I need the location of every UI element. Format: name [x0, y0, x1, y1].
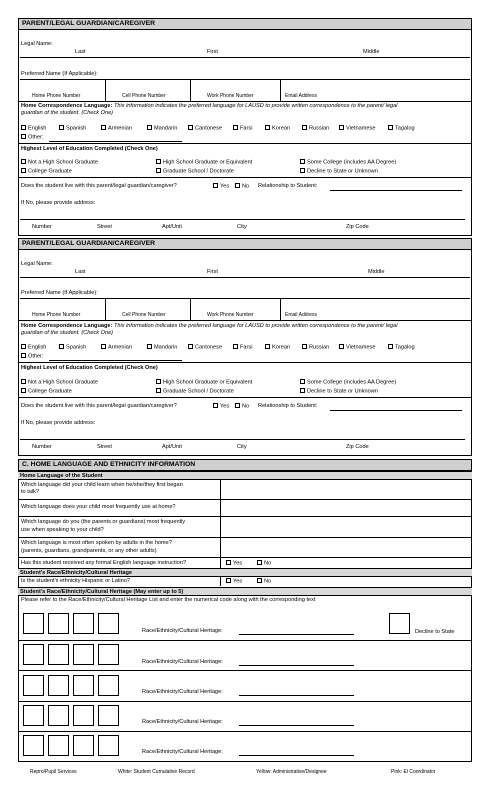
- home-language-header: Home Language of the Student: [18, 471, 472, 480]
- question-1-line-2: to talk?: [21, 489, 40, 495]
- code-digit-box[interactable]: [73, 644, 94, 665]
- preferred-name-label: Preferred Name (If Applicable):: [21, 71, 98, 77]
- last-label: Last: [75, 49, 86, 55]
- code-digit-box[interactable]: [23, 735, 44, 756]
- edu-option[interactable]: Graduate School / Doctorate: [156, 168, 234, 175]
- divider: [18, 397, 472, 398]
- correspondence-text: Home Correspondence Language: This information indicates the preferred language for LAUSD to provide written correspondence to the parent/ legal: [21, 103, 398, 109]
- lang-option[interactable]: Cantonese: [188, 344, 222, 351]
- instruction-yes-option[interactable]: Yes: [226, 560, 242, 567]
- addr-zip-label: Zip Code: [346, 444, 369, 450]
- question-5: Has this student received any formal English language instruction?: [21, 560, 187, 566]
- lang-option[interactable]: Russian: [302, 344, 329, 351]
- email-label: Email Address: [285, 93, 317, 99]
- lang-option[interactable]: Spanish: [59, 344, 86, 351]
- divider: [18, 731, 472, 732]
- lang-other-field[interactable]: [49, 141, 182, 142]
- code-digit-box[interactable]: [23, 705, 44, 726]
- lang-option[interactable]: Korean: [265, 125, 290, 132]
- lang-option[interactable]: Cantonese: [188, 125, 222, 132]
- addr-number-label: Number: [32, 444, 52, 450]
- legal-name-label: Legal Name:: [21, 261, 53, 267]
- race-label: Race/Ethnicity/Cultural Heritage:: [142, 628, 223, 634]
- race-header: Student's Race/Ethnicity/Cultural Heritage: [18, 568, 472, 577]
- code-digit-box[interactable]: [48, 735, 69, 756]
- code-digit-box[interactable]: [73, 675, 94, 696]
- work-phone-label: Work Phone Number: [207, 93, 254, 99]
- decline-checkbox[interactable]: [389, 613, 410, 634]
- divider: [220, 577, 221, 586]
- edu-option[interactable]: Not a High School Graduate: [21, 159, 98, 166]
- lang-option[interactable]: Farsi: [233, 125, 252, 132]
- first-label: First: [207, 49, 218, 55]
- live-with-question: Does the student live with this parent/legal guardian/caregiver?: [21, 403, 177, 409]
- addr-apt-label: Apt/Unit: [162, 444, 182, 450]
- lang-option[interactable]: Farsi: [233, 344, 252, 351]
- divider: [18, 640, 472, 641]
- addr-city-label: City: [237, 444, 247, 450]
- lang-other-option[interactable]: Other:: [21, 134, 44, 141]
- edu-option[interactable]: College Graduate: [21, 388, 72, 395]
- divider: [18, 557, 472, 558]
- guardian-1-header: PARENT/LEGAL GUARDIAN/CAREGIVER: [18, 18, 472, 30]
- code-digit-box[interactable]: [73, 613, 94, 634]
- divider: [18, 320, 472, 321]
- question-3-line-1: Which language do you (the parents or guardians) most frequently: [21, 519, 186, 525]
- race-label: Race/Ethnicity/Cultural Heritage:: [142, 719, 223, 725]
- answer-3-field[interactable]: [220, 516, 472, 537]
- edu-option[interactable]: High School Graduate or Equivalent: [156, 379, 252, 386]
- addr-city-label: City: [237, 224, 247, 230]
- home-phone-label: Home Phone Number: [32, 93, 81, 99]
- question-4-line-2: (parents, guardians, grandparents, or any other adults): [21, 548, 157, 554]
- address-field[interactable]: [20, 439, 465, 440]
- divider: [18, 362, 472, 363]
- address-field[interactable]: [20, 219, 465, 220]
- divider: [190, 298, 191, 320]
- race-text-field[interactable]: [239, 695, 354, 696]
- edu-option[interactable]: Graduate School / Doctorate: [156, 388, 234, 395]
- decline-label: Decline to State: [415, 629, 455, 635]
- race-header-2: Student's Race/Ethnicity/Cultural Heritage (May enter up to 5): [18, 587, 472, 596]
- first-label: First: [207, 269, 218, 275]
- question-3-line-2: use when speaking to your child?: [21, 527, 104, 533]
- lang-option[interactable]: Tagalog: [388, 344, 415, 351]
- education-header: Highest Level of Education Completed (Check One): [21, 365, 158, 371]
- home-phone-label: Home Phone Number: [32, 312, 81, 318]
- middle-label: Middle: [368, 269, 385, 275]
- instruction-no-option[interactable]: No: [257, 560, 271, 567]
- hispanic-yes-option[interactable]: Yes: [226, 578, 242, 585]
- edu-option[interactable]: Some College (includes AA Degree): [300, 159, 396, 166]
- preferred-name-field[interactable]: [20, 298, 470, 299]
- addr-street-label: Street: [97, 444, 112, 450]
- code-digit-box[interactable]: [23, 644, 44, 665]
- lang-option[interactable]: English: [21, 344, 46, 351]
- last-label: Last: [75, 269, 86, 275]
- code-digit-box[interactable]: [98, 613, 119, 634]
- edu-option[interactable]: College Graduate: [21, 168, 72, 175]
- edu-option[interactable]: High School Graduate or Equivalent: [156, 159, 252, 166]
- cell-phone-label: Cell Phone Number: [122, 312, 166, 318]
- race-text-field[interactable]: [239, 725, 354, 726]
- lang-option[interactable]: Vietnamese: [339, 125, 375, 132]
- lang-option[interactable]: Vietnamese: [339, 344, 375, 351]
- lang-option[interactable]: Armenian: [101, 344, 132, 351]
- relationship-field[interactable]: [330, 410, 462, 411]
- education-header: Highest Level of Education Completed (Check One): [21, 146, 158, 152]
- lang-option[interactable]: Mandarin: [147, 344, 177, 351]
- live-with-question: Does the student live with this parent/legal guardian/caregiver?: [21, 183, 177, 189]
- legal-name-field[interactable]: [20, 57, 470, 58]
- addr-number-label: Number: [32, 224, 52, 230]
- code-digit-box[interactable]: [48, 644, 69, 665]
- guardian-2-header: PARENT/LEGAL GUARDIAN/CAREGIVER: [18, 238, 472, 250]
- edu-option[interactable]: Some College (includes AA Degree): [300, 379, 396, 386]
- lang-option[interactable]: Spanish: [59, 125, 86, 132]
- code-digit-box[interactable]: [73, 705, 94, 726]
- race-label: Race/Ethnicity/Cultural Heritage:: [142, 659, 223, 665]
- divider: [18, 177, 472, 178]
- code-digit-box[interactable]: [48, 705, 69, 726]
- code-digit-box[interactable]: [23, 675, 44, 696]
- lang-option[interactable]: Russian: [302, 125, 329, 132]
- relationship-label: Relationship to Student:: [258, 403, 318, 409]
- divider: [190, 79, 191, 101]
- work-phone-label: Work Phone Number: [207, 312, 254, 318]
- footer-white: White: Student Cumulative Record: [118, 769, 195, 775]
- divider: [18, 670, 472, 671]
- preferred-name-label: Preferred Name (If Applicable):: [21, 290, 98, 296]
- code-digit-box[interactable]: [98, 675, 119, 696]
- divider: [105, 298, 106, 320]
- code-digit-box[interactable]: [73, 735, 94, 756]
- answer-1-field[interactable]: [220, 480, 472, 499]
- divider: [18, 143, 472, 144]
- live-yes-option[interactable]: Yes: [213, 183, 229, 190]
- lang-option[interactable]: Armenian: [101, 125, 132, 132]
- relationship-label: Relationship to Student:: [258, 183, 318, 189]
- footer-pink: Pink: El Coordinator: [391, 769, 436, 775]
- addr-street-label: Street: [97, 224, 112, 230]
- footer-repro: Repro/Pupil Services: [30, 769, 77, 775]
- live-no-option[interactable]: No: [235, 403, 249, 410]
- race-label: Race/Ethnicity/Cultural Heritage:: [142, 749, 223, 755]
- preferred-name-field[interactable]: [20, 79, 470, 80]
- relationship-field[interactable]: [330, 190, 462, 191]
- lang-option[interactable]: English: [21, 125, 46, 132]
- live-no-option[interactable]: No: [235, 183, 249, 190]
- section-c-header: C. HOME LANGUAGE AND ETHNICITY INFORMATION: [18, 459, 472, 471]
- lang-option[interactable]: Korean: [265, 344, 290, 351]
- addr-apt-label: Apt/Unit: [162, 224, 182, 230]
- edu-option[interactable]: Decline to State or Unknown: [300, 388, 378, 395]
- code-digit-box[interactable]: [48, 675, 69, 696]
- divider: [18, 101, 472, 102]
- race-label: Race/Ethnicity/Cultural Heritage:: [142, 689, 223, 695]
- divider: [280, 79, 281, 101]
- middle-label: Middle: [363, 49, 380, 55]
- race-instructions: Please refer to the Race/Ethnicity/Cultural Heritage List and enter the numerical code along with the corresponding text: [21, 597, 316, 603]
- legal-name-label: Legal Name:: [21, 41, 53, 47]
- answer-2-field[interactable]: [220, 499, 472, 516]
- race-text-field[interactable]: [239, 634, 354, 635]
- race-text-field[interactable]: [239, 755, 354, 756]
- code-digit-box[interactable]: [98, 735, 119, 756]
- edu-option[interactable]: Not a High School Graduate: [21, 379, 98, 386]
- correspondence-text-2: guardian of the student. (Check One): [21, 110, 114, 116]
- question-2: Which language does your child most frequently use at home?: [21, 504, 176, 510]
- lang-option[interactable]: Mandarin: [147, 125, 177, 132]
- email-label: Email Address: [285, 312, 317, 318]
- lang-other-field[interactable]: [49, 360, 182, 361]
- lang-option[interactable]: Tagalog: [388, 125, 415, 132]
- race-text-field[interactable]: [239, 665, 354, 666]
- code-digit-box[interactable]: [23, 613, 44, 634]
- lang-other-option[interactable]: Other:: [21, 353, 44, 360]
- if-no-label: If No, please provide address:: [21, 200, 96, 206]
- live-yes-option[interactable]: Yes: [213, 403, 229, 410]
- cell-phone-label: Cell Phone Number: [122, 93, 166, 99]
- hispanic-no-option[interactable]: No: [257, 578, 271, 585]
- divider: [280, 298, 281, 320]
- code-digit-box[interactable]: [98, 705, 119, 726]
- addr-zip-label: Zip Code: [346, 224, 369, 230]
- code-digit-box[interactable]: [98, 644, 119, 665]
- footer-yellow: Yellow: Administrative/Designee: [256, 769, 327, 775]
- divider: [105, 79, 106, 101]
- question-4-line-1: Which language is most often spoken by adults in the home?: [21, 540, 172, 546]
- question-1-line-1: Which language did your child learn when he/she/they first began: [21, 482, 183, 488]
- hispanic-question: Is the student's ethnicity Hispanic or Latino?: [21, 578, 130, 584]
- code-digit-box[interactable]: [48, 613, 69, 634]
- correspondence-text-2: guardian of the student. (Check One): [21, 330, 114, 336]
- edu-option[interactable]: Decline to State or Unknown: [300, 168, 378, 175]
- if-no-label: If No, please provide address:: [21, 420, 96, 426]
- divider: [18, 701, 472, 702]
- legal-name-field[interactable]: [20, 277, 470, 278]
- correspondence-text: Home Correspondence Language: This information indicates the preferred language for LAUSD to provide written correspondence to the parent/ legal: [21, 323, 398, 329]
- answer-4-field[interactable]: [220, 537, 472, 557]
